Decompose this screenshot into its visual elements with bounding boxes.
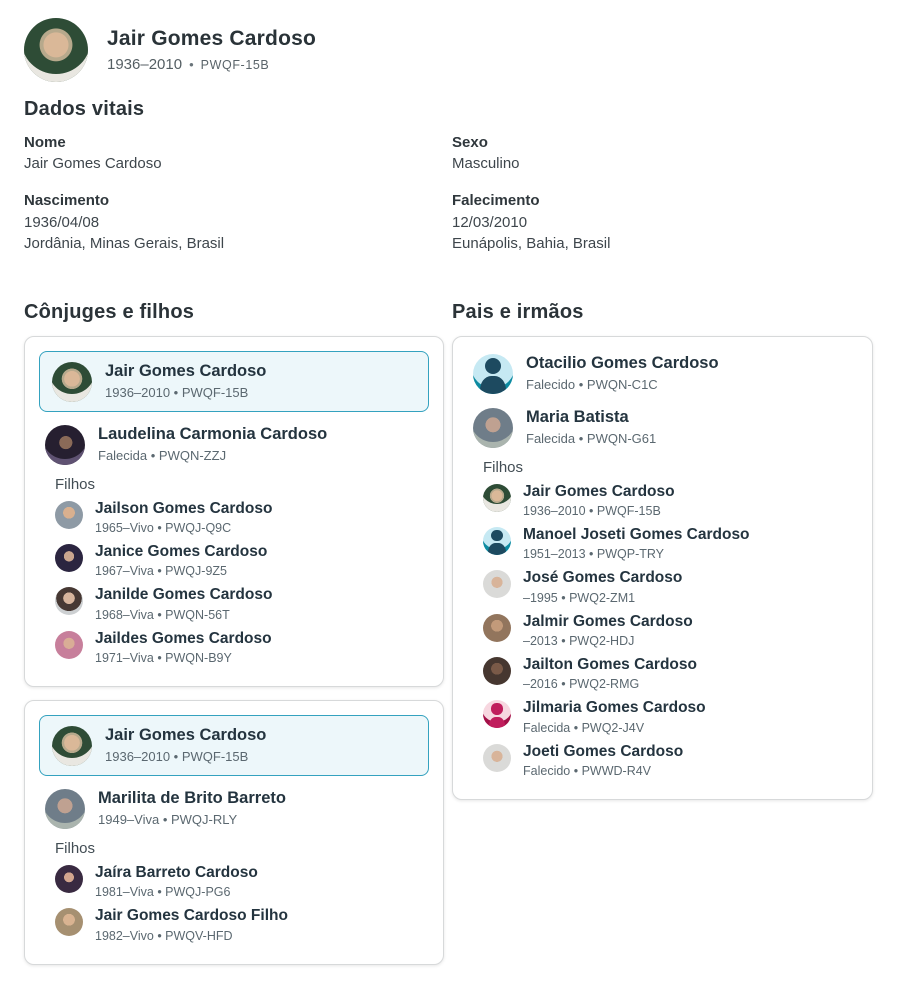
person-name: Joeti Gomes Cardoso: [523, 742, 684, 760]
vital-label: Sexo: [452, 134, 488, 151]
person-photo: [55, 501, 83, 529]
person-text: [95, 542, 267, 578]
person-row[interactable]: [55, 906, 429, 942]
person-detail: 1949–Viva • PWQJ-RLY: [98, 812, 238, 828]
person-name: Jaildes Gomes Cardoso: [95, 629, 272, 647]
person-text: [523, 655, 697, 691]
person-detail: Falecida • PWQN-ZZJ: [98, 447, 227, 463]
person-row[interactable]: [55, 585, 429, 621]
header-lifespan: 1936–2010: [107, 56, 183, 73]
vitals-title: Dados vitais: [24, 98, 145, 120]
person-detail: –2013 • PWQ2-HDJ: [523, 634, 635, 648]
person-detail: 1965–Vivo • PWQJ-Q9C: [95, 520, 232, 535]
siblings-list: [483, 482, 858, 779]
person-text: [95, 863, 258, 899]
person-name: Jailton Gomes Cardoso: [523, 656, 697, 673]
vital-value-line: Jair Gomes Cardoso: [24, 155, 162, 173]
vitals-grid: [24, 133, 873, 271]
person-photo: [55, 908, 83, 936]
person-row[interactable]: [55, 499, 429, 535]
person-photo: [55, 631, 83, 659]
person-name: Otacilio Gomes Cardoso: [526, 353, 719, 372]
person-detail: 1951–2013 • PWQP-TRY: [523, 547, 665, 562]
vital-label: Nascimento: [24, 192, 110, 210]
person-photo: [483, 570, 511, 598]
person-name: Janilde Gomes Cardoso: [95, 586, 273, 604]
person-text: [98, 424, 327, 463]
person-row[interactable]: [483, 612, 858, 648]
person-detail: Falecido • PWQN-C1C: [526, 376, 658, 392]
person-text: [523, 568, 682, 604]
person-text: [523, 742, 683, 778]
children-label: Filhos: [55, 840, 96, 857]
person-row[interactable]: [483, 482, 858, 518]
family-columns: [24, 287, 873, 978]
person-text: [523, 612, 693, 648]
children-list: [55, 499, 429, 666]
parents-title: Pais e irmãos: [452, 300, 584, 323]
person-silhouette-icon: [483, 527, 511, 555]
vital-field: [452, 191, 873, 253]
parents-card: [452, 336, 873, 801]
person-text: [105, 725, 266, 764]
person-silhouette-icon: [473, 354, 513, 394]
person-detail: –2016 • PWQ2-RMG: [523, 677, 640, 692]
person-name: Jair Gomes Cardoso: [523, 482, 675, 500]
vital-value: [452, 153, 873, 174]
spouses-section: [24, 287, 444, 978]
vitals-section: [24, 98, 873, 271]
person-detail: 1936–2010 • PWQF-15B: [105, 749, 249, 765]
person-name: Jaíra Barreto Cardoso: [95, 864, 258, 881]
person-photo: [55, 587, 83, 615]
person-name: Maria Batista: [526, 407, 629, 426]
person-name: Laudelina Carmonia Cardoso: [98, 424, 328, 443]
person-text: [95, 629, 272, 665]
person-row[interactable]: [55, 863, 429, 899]
person-detail: Falecido • PWWD-R4V: [523, 764, 652, 779]
person-detail: 1967–Viva • PWQJ-9Z5: [95, 564, 227, 579]
person-photo: [52, 362, 92, 402]
spouses-title: Cônjuges e filhos: [24, 300, 195, 323]
person-row[interactable]: [39, 422, 429, 467]
person-text: [105, 361, 266, 400]
person-name: Jair Gomes Cardoso: [105, 726, 267, 744]
person-detail: 1981–Viva • PWQJ-PG6: [95, 885, 231, 900]
vital-value-line: 1936/04/08: [24, 213, 100, 231]
family-card: [24, 336, 444, 688]
person-text: [95, 906, 288, 942]
person-photo: [55, 865, 83, 893]
person-photo: [45, 425, 85, 465]
person-detail: 1971–Viva • PWQN-B9Y: [95, 651, 232, 665]
person-silhouette-icon: [483, 700, 511, 728]
person-name: Janice Gomes Cardoso: [95, 542, 268, 560]
person-name: Jair Gomes Cardoso Filho: [95, 907, 288, 925]
person-photo: [52, 726, 92, 766]
person-photo: [483, 484, 511, 512]
parents-section: [452, 287, 873, 978]
person-photo: [45, 789, 85, 829]
person-photo: [473, 408, 513, 448]
header-lifespan-id: [107, 56, 316, 73]
children-list: [55, 863, 429, 943]
vital-value-line: Eunápolis, Bahia, Brasil: [452, 234, 611, 252]
person-row[interactable]: [483, 655, 858, 691]
person-row[interactable]: [467, 405, 858, 450]
family-card: [24, 700, 444, 965]
person-photo: [483, 614, 511, 642]
person-detail: Falecida • PWQN-G61: [526, 430, 657, 446]
children-label: Filhos: [55, 475, 96, 493]
person-photo: [483, 744, 511, 772]
vital-value-line: Masculino: [452, 155, 520, 173]
person-text: [95, 585, 272, 621]
person-name: José Gomes Cardoso: [523, 569, 683, 587]
vital-field: [24, 191, 444, 253]
person-row[interactable]: [467, 351, 858, 396]
vital-value-line: Jordânia, Minas Gerais, Brasil: [24, 234, 225, 252]
person-row[interactable]: [55, 542, 429, 578]
vital-field: [24, 133, 444, 174]
person-name: Marilita de Brito Barreto: [98, 789, 286, 807]
person-row[interactable]: [483, 568, 858, 604]
vital-value: [452, 212, 873, 254]
person-detail: 1982–Vivo • PWQV-HFD: [95, 928, 233, 943]
profile-photo[interactable]: [24, 18, 88, 82]
person-row[interactable]: [39, 351, 429, 412]
children-label: Filhos: [483, 458, 524, 476]
person-detail: –1995 • PWQ2-ZM1: [523, 590, 636, 605]
person-row[interactable]: [39, 786, 429, 831]
vital-value: [24, 212, 444, 254]
vital-label: Falecimento: [452, 192, 540, 210]
person-name: Manoel Joseti Gomes Cardoso: [523, 525, 750, 543]
family-cards: [24, 336, 444, 965]
person-name: Jilmaria Gomes Cardoso: [523, 699, 706, 717]
person-text: [523, 698, 706, 734]
person-text: [526, 353, 719, 392]
person-text: [523, 525, 750, 561]
bullet-separator: •: [189, 57, 194, 72]
person-text: [523, 482, 675, 518]
person-text: [98, 788, 286, 827]
person-name: Jair Gomes Cardoso: [105, 361, 267, 380]
person-name: Jalmir Gomes Cardoso: [523, 612, 693, 630]
header-text: [107, 27, 316, 73]
person-photo: [55, 544, 83, 572]
person-text: [95, 499, 272, 535]
person-detail: 1936–2010 • PWQF-15B: [105, 384, 249, 400]
person-header: [24, 16, 873, 84]
person-row[interactable]: [483, 698, 858, 734]
person-detail: 1936–2010 • PWQF-15B: [523, 503, 661, 518]
person-text: [526, 407, 656, 446]
page-title: Jair Gomes Cardoso: [107, 27, 317, 50]
header-person-id: PWQF-15B: [200, 57, 270, 72]
person-name: Jailson Gomes Cardoso: [95, 499, 273, 517]
vital-value: [24, 153, 444, 174]
person-row[interactable]: [39, 715, 429, 776]
vital-field: [452, 133, 873, 174]
person-detail: 1968–Viva • PWQN-56T: [95, 607, 230, 622]
person-row[interactable]: [483, 742, 858, 778]
person-photo: [483, 657, 511, 685]
person-row[interactable]: [55, 629, 429, 665]
person-row[interactable]: [483, 525, 858, 561]
vital-value-line: 12/03/2010: [452, 213, 528, 231]
vital-label: Nome: [24, 134, 66, 151]
person-detail: Falecida • PWQ2-J4V: [523, 720, 645, 735]
